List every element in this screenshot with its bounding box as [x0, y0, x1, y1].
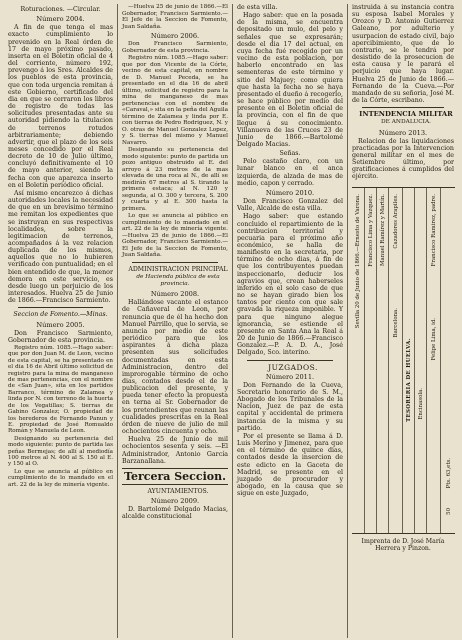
divider — [247, 360, 333, 361]
notice-paragraph: A fin de que tenga el mas exacto cumplimiento lo prevenido en la Real órden de 17 de mayo próximo pasado, inserta en el Boletin oficial de 4 del corriente, número 192, prevengo á los Sres. Alcaldes de los pueblos de esta provincia, que con toda urgencia remitan á este Gobierno, certificado del dia en que se cerraron los libros de registro de todas las solicitudes presentadas ante su autoridad pidiendo la titulacion de terrenos rotudos arbitrariamente; debiendo advertir, que el plazo de los seis meses concedido por el Real decreto de 10 de Julio último, concluyó definitivamente el 10 de mayo anterior, siendo la fecha con que aparezca inserto en el Boletin periódico oficial. — [8, 24, 113, 189]
section-subheading: DE ANDALUCIA. — [381, 119, 431, 126]
notice-paragraph: Lo que se anuncia al público en cumplimiento de lo mandado en el art. 22 de la ley de minería vigente. — [8, 468, 113, 488]
notice-number: Número 2006. — [150, 32, 200, 40]
column-4 — [347, 4, 458, 638]
notice-number: Número 2009. — [150, 497, 200, 506]
table-cell: Felipe Lima, id. — [431, 317, 437, 360]
table-cell: Cazadores Arapiles. — [393, 193, 399, 249]
notice-paragraph: Por el presente se llama á D. Luis Merino y Jimenez, para que en el término de quince dias, contados desde la insercion de este edicto en la Gaceta de Madrid, se presente en el juzgado de procurador y abogado, en la causa que se sigue en este Juzgado, — [237, 432, 343, 498]
notice-paragraph: Hago saber: que estando concluido el repartimiento de la contribucion territorial y pecuaria para el próximo año económico, se halla de manifiesto en la secretaria, por término de ocho dias, á fin de que los contribuyentes puedan inspeccionarlo, deducir los agravios que, crean haberseles inferido en el solo caso de que no se hayan girado bien los tantos por ciento con que sale gravada la riqueza imponible. Y para que ninguno alegue ignorancia, se estiende el presente en Santa Ana la Real á 20 de Junio de 1866.—Francisco Gonzalez.—P. A. D. A., José Delgado, Sco. interino. — [237, 213, 343, 357]
header-left: Roturaciones. — [20, 6, 65, 13]
notice-paragraph: Don Fernando de la Cueva, Secretario honorario de S. M., Abogado de los Tribunales de la Nacion, Juez de paz de esta capital y accidental de primera instancia de la misma y su partido. — [237, 381, 343, 432]
section-subheading: AYUNTAMIENTOS. — [147, 487, 209, 495]
imprint: Imprenta de D. José María Herrera y Pinzon. — [361, 537, 445, 552]
table-column-units — [388, 188, 403, 533]
section-subheader: Seccion de Fomento.—Minas. — [13, 311, 108, 319]
notice-subheading: Señas. — [279, 150, 301, 158]
table-column-heirs — [426, 188, 441, 533]
section-title: Tercera Seccion. — [122, 468, 228, 485]
table-cell: Encinasola. — [418, 387, 424, 420]
notice-paragraph: de esta villa. — [237, 4, 278, 11]
notice-paragraph: Así mismo encarezco á dichas autoridades locales la necesidad de que en un brevísimo término me remitan los expedientes que se instruyan en sus respectivas localidades, sobre la legitimacion de terrenos, acompañados á la vez relacion duplicada de los mismos, aquellos que no lo hubieren verificado con puntualidad; en el bien entendido de que, la menor demora en este servicio, es desde luego un perjuicio de los interesados. Huelva 25 de Junio de 1866.—Francisco Sarmiento. — [8, 189, 113, 305]
table-column-amounts — [440, 188, 456, 533]
table-cell: Manuel Ramírez y Martín. — [380, 193, 386, 266]
section-header — [8, 6, 113, 13]
column-3 — [232, 4, 347, 638]
notice-number: Número 2008. — [150, 290, 200, 299]
table-footer: Sevilla 20 de Junio de 1866.—Ernesto de Varona. — [355, 193, 361, 328]
table-cell: Pts. 63,ets. — [445, 457, 452, 488]
divider — [362, 107, 444, 108]
notice-paragraph: Designando su pertenencia del modo siguiente: punto de partida un pozo antiguo obstruido al E. del arroyo á 23 metros de la mas elevada de una roca al N., de allí se medirán 67 metros al S. tirando la primera estaca; al N. 120 y segunda, al O. 300 y tercera, S. 200 y cuarta y al E. 300 hasta la primera. — [122, 147, 228, 212]
notice-paragraph: instruida á su instancia contra su esposa Isabel Morales y Orozco y D. Antonio Gutierrez Galeano, por adulterio y usurpacion de estado civil, bajo apercibimiento, que de lo contrario, se le tendrá por desistido de la prosecucion de esta causa y le parará el perjuicio que haya lugar. Huelva 25 de Junio de 1866.—Fernando de la Cueva.—Por mandado de su señoria, José M. de la Córte, escribano. — [352, 4, 454, 105]
section-subheading: de Hacienda pública de esta provincia. — [136, 273, 220, 287]
column-2 — [117, 4, 232, 638]
section-heading: INTENDENCIA MILITAR — [359, 110, 453, 119]
notice-paragraph: D. Bartolomé Delgado Macias, alcalde constitucional — [122, 506, 228, 521]
table-cell: Barcelona. — [393, 307, 399, 337]
notice-paragraph: —Huelva 25 de junio de 1866.—El Gobernador, Francisco Sarmiento.—El Jefe de la Seccion de Fomento, Juan Saldaña. — [122, 4, 228, 30]
section-heading: JUZGADOS. — [268, 362, 318, 372]
notice-number: Número 2011. — [265, 372, 315, 381]
table-column-footer — [352, 188, 364, 533]
notice-paragraph: Don Francisco Gonzalez del Valle, Alcalde de esta villa. — [237, 198, 343, 213]
notice-number: Número 2005. — [36, 320, 85, 329]
notice-number: Número 2010. — [265, 188, 315, 197]
divider — [132, 262, 218, 263]
notice-paragraph: Registro núm. 1085.—Hago saber: que por don Vicente de la Córte, vecino de esta capital, en nombre de D. Manuel Peceda, se ha presentado en el dia 16 de abril último, solicitud de registro para la mina de manganeso de mas pertenencias con el nombre de «Caraval,» sita en la peña del Aguila término de Zalamea y linda por E. con tierras de Pedro Rodriguez, N. y O. otras de Manuel Gonzalez Lopez, y S. tierras del mismo y Manuel Navarro. — [122, 55, 228, 146]
table-cell: 50 — [445, 507, 452, 515]
notice-number: Número 2013. — [378, 128, 428, 137]
table-cell: Francisco Lima y Vazquez. — [368, 193, 374, 267]
header-right: —Circular. — [66, 6, 101, 13]
notice-paragraph: Relacion de las liquidaciones practicadas por la Intervencion general militar en el mes de Setiembre último, por gratificaciones á cumplidos del ejército. — [352, 137, 454, 181]
section-heading: ADMINISTRACION PRINCIPAL — [128, 265, 228, 273]
column-1 — [4, 4, 117, 638]
notice-paragraph: Registro núm. 1085.—Hago saber: que por don Juan M. de Leon, vecino de esta capital, se ha presentado en el dia 16 de Abril último solicitud de registro para la mina de manganeso de mas pertenencias, con el nombre de «San Juan», sita en los partidos Barranco, término de Zalamea y linda por N. con terreno de la huerta de los Vegatillas; S. tierras de Gabino Gonzalez; O. propiedad de los herederos de Fernando Panun y E. propiedad de José Romualdo Román y Manuela de Leon. — [8, 345, 113, 435]
notice-paragraph: Hallándose vacante el estanco de Cañaveral de Leon, por renuncia que de él ha hecho don Manuel Parrillo, que lo servia, se anuncia por medio de este periódico para que los aspirantes á dicha plaza presenten sus solicitudes documentadas en esta Administracion, dentro del improrogable término de ocho dias, contados desde el de la publicacion del presente, y pueda tener efecto la propuesta en terna al Sr. Gobernador de los pretendientes que reunan las cualidades prescritas en la Real órden de nueve de julio de mil ochocientos cincuenta y ocho. — [122, 299, 228, 436]
table-cell: TESORERIA DE HUELVA. — [406, 337, 412, 422]
table-cell: Francisco Ramirez, padre. — [431, 193, 437, 266]
notice-paragraph: Lo que se anuncia al público en cumplimiento de lo mandado en el art. 22 de la ley de minería vigente. —Huelva 25 de junio de 1866.—El Gobernador, Francisco Sarmiento.—El Jefe de la Seccion de Fomento, Juan Saldaña. — [122, 213, 228, 259]
notice-paragraph: Pelo castaño claro, con un lunar blanco en el anca izquierda, de alzada de mas de medio, capon y cerrado. — [237, 158, 343, 187]
notice-paragraph: Don Francisco Sarmiento, Gobernador de esta provincia. — [8, 329, 113, 344]
notice-number: Número 2004. — [36, 15, 85, 24]
notice-paragraph: Huelva 25 de Junio de mil ochocientos sesenta y seis. —El Administrador, Antonio García Barzanallana. — [122, 436, 228, 465]
liquidations-table — [352, 187, 455, 534]
divider — [18, 307, 103, 308]
notice-paragraph: Hago saber: que en la posada de la misma, se encuentra depositado un mulo, del pelo y señales que se expresarán; desde el dia 17 del actual, en cuya fecha fué recogido por un vecino de esta poblacion, por haberlo encontrado en las sementeras de este término y sitio del Majuey; como quiera que hasta la fecha no se haya presentado el dueño á recogerlo, se hace público por medio del presente en el Boletin oficial de la provincia, con el fin de que llegue á su conocimiento. Villanueva de las Cruces 23 de Junio de 1866.—Bartolomé Delgado Macias. — [237, 12, 343, 148]
notice-paragraph: Designando su pertenencia del modo siguiente: punto de partida las peñas Bermejas; de allí al mediodía 100 metros al N. 400 al S. 150 al E. y 150 al O. — [8, 435, 113, 468]
notice-paragraph: Don Francisco Sarmiento, Gobernador de esta provincia. — [122, 41, 228, 54]
